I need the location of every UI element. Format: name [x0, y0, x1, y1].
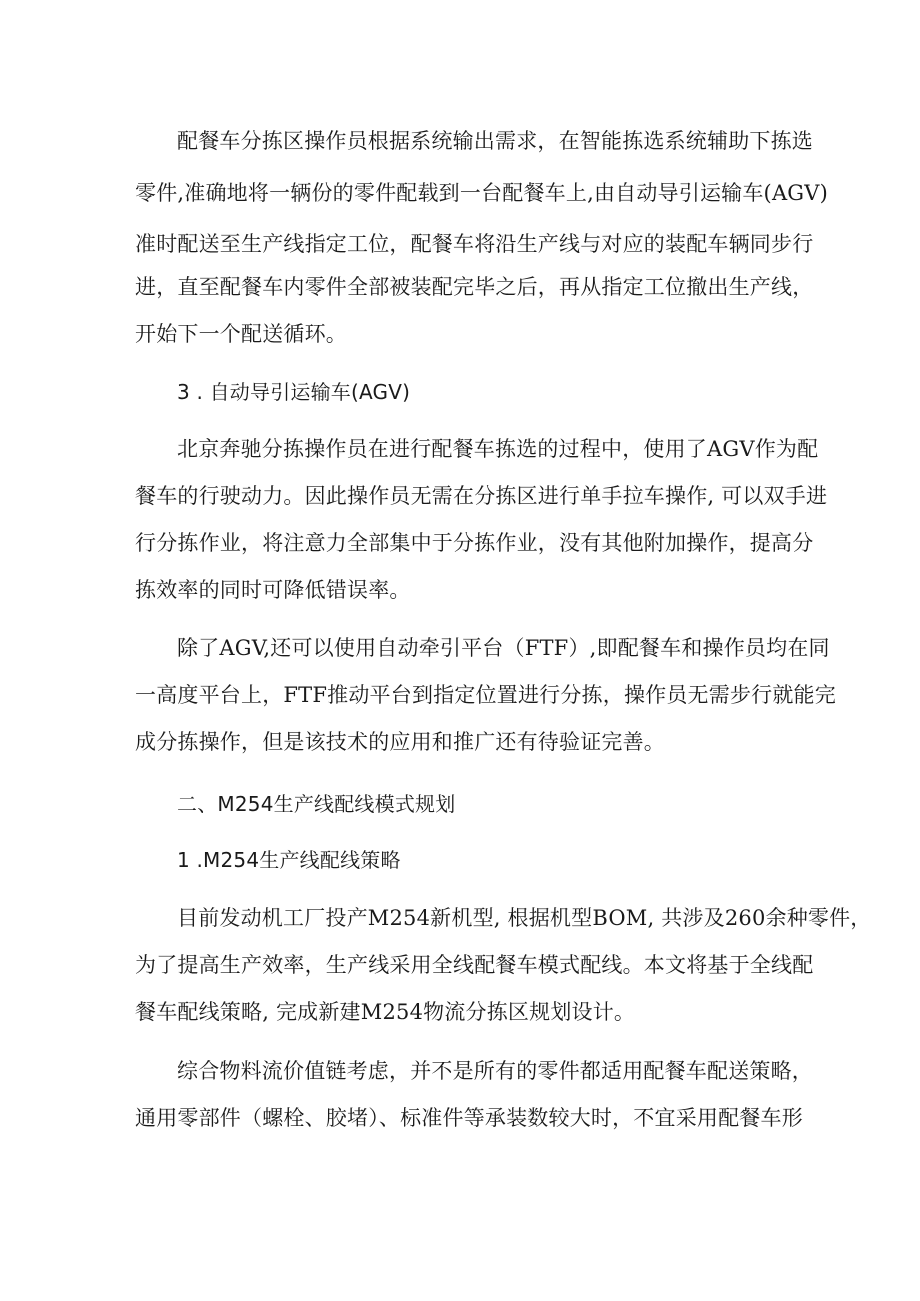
paragraph-5-line-2: 通用零部件（螺栓、胶堵）、标准件等承装数较大时，不宜采用配餐车形	[135, 1106, 803, 1130]
paragraph-1-line-2: 零件,准确地将一辆份的零件配载到一台配餐车上,由自动导引运输车(AGV)	[135, 181, 829, 205]
paragraph-2-line-1: 北京奔驰分拣操作员在进行配餐车拣选的过程中，使用了AGV作为配	[177, 437, 819, 461]
section-heading-m254-strategy: 1 .M254生产线配线策略	[177, 848, 401, 872]
paragraph-1-line-5: 开始下一个配送循环。	[135, 322, 347, 346]
paragraph-3-line-1: 除了AGV,还可以使用自动牵引平台（FTF）,即配餐车和操作员均在同	[177, 636, 830, 660]
paragraph-4-line-2: 为了提高生产效率，生产线采用全线配餐车模式配线。本文将基于全线配	[135, 953, 814, 977]
paragraph-2-line-2: 餐车的行驶动力。因此操作员无需在分拣区进行单手拉车操作, 可以双手进	[135, 484, 828, 508]
paragraph-5-line-1: 综合物料流价值链考虑，并不是所有的零件都适用配餐车配送策略，	[177, 1059, 813, 1083]
section-heading-agv: 3 . 自动导引运输车(AGV)	[177, 380, 411, 404]
paragraph-4-line-3: 餐车配线策略, 完成新建M254物流分拣区规划设计。	[135, 1000, 636, 1024]
paragraph-4-line-1: 目前发动机工厂投产M254新机型, 根据机型BOM, 共涉及260余种零件，	[177, 906, 872, 930]
paragraph-3-line-3: 成分拣操作，但是该技术的应用和推广还有待验证完善。	[135, 730, 665, 754]
paragraph-1-line-4: 进，直至配餐车内零件全部被装配完毕之后，再从指定工位撤出生产线，	[135, 275, 814, 299]
paragraph-1-line-3: 准时配送至生产线指定工位，配餐车将沿生产线与对应的装配车辆同步行	[135, 232, 814, 256]
paragraph-2-line-3: 行分拣作业，将注意力全部集中于分拣作业，没有其他附加操作，提高分	[135, 531, 814, 555]
paragraph-3-line-2: 一高度平台上，FTF推动平台到指定位置进行分拣，操作员无需步行就能完	[135, 683, 836, 707]
paragraph-2-line-4: 拣效率的同时可降低错误率。	[135, 578, 411, 602]
chapter-heading-m254-planning: 二、M254生产线配线模式规划	[177, 792, 456, 816]
paragraph-1-line-1: 配餐车分拣区操作员根据系统输出需求，在智能拣选系统辅助下拣选	[177, 129, 813, 153]
